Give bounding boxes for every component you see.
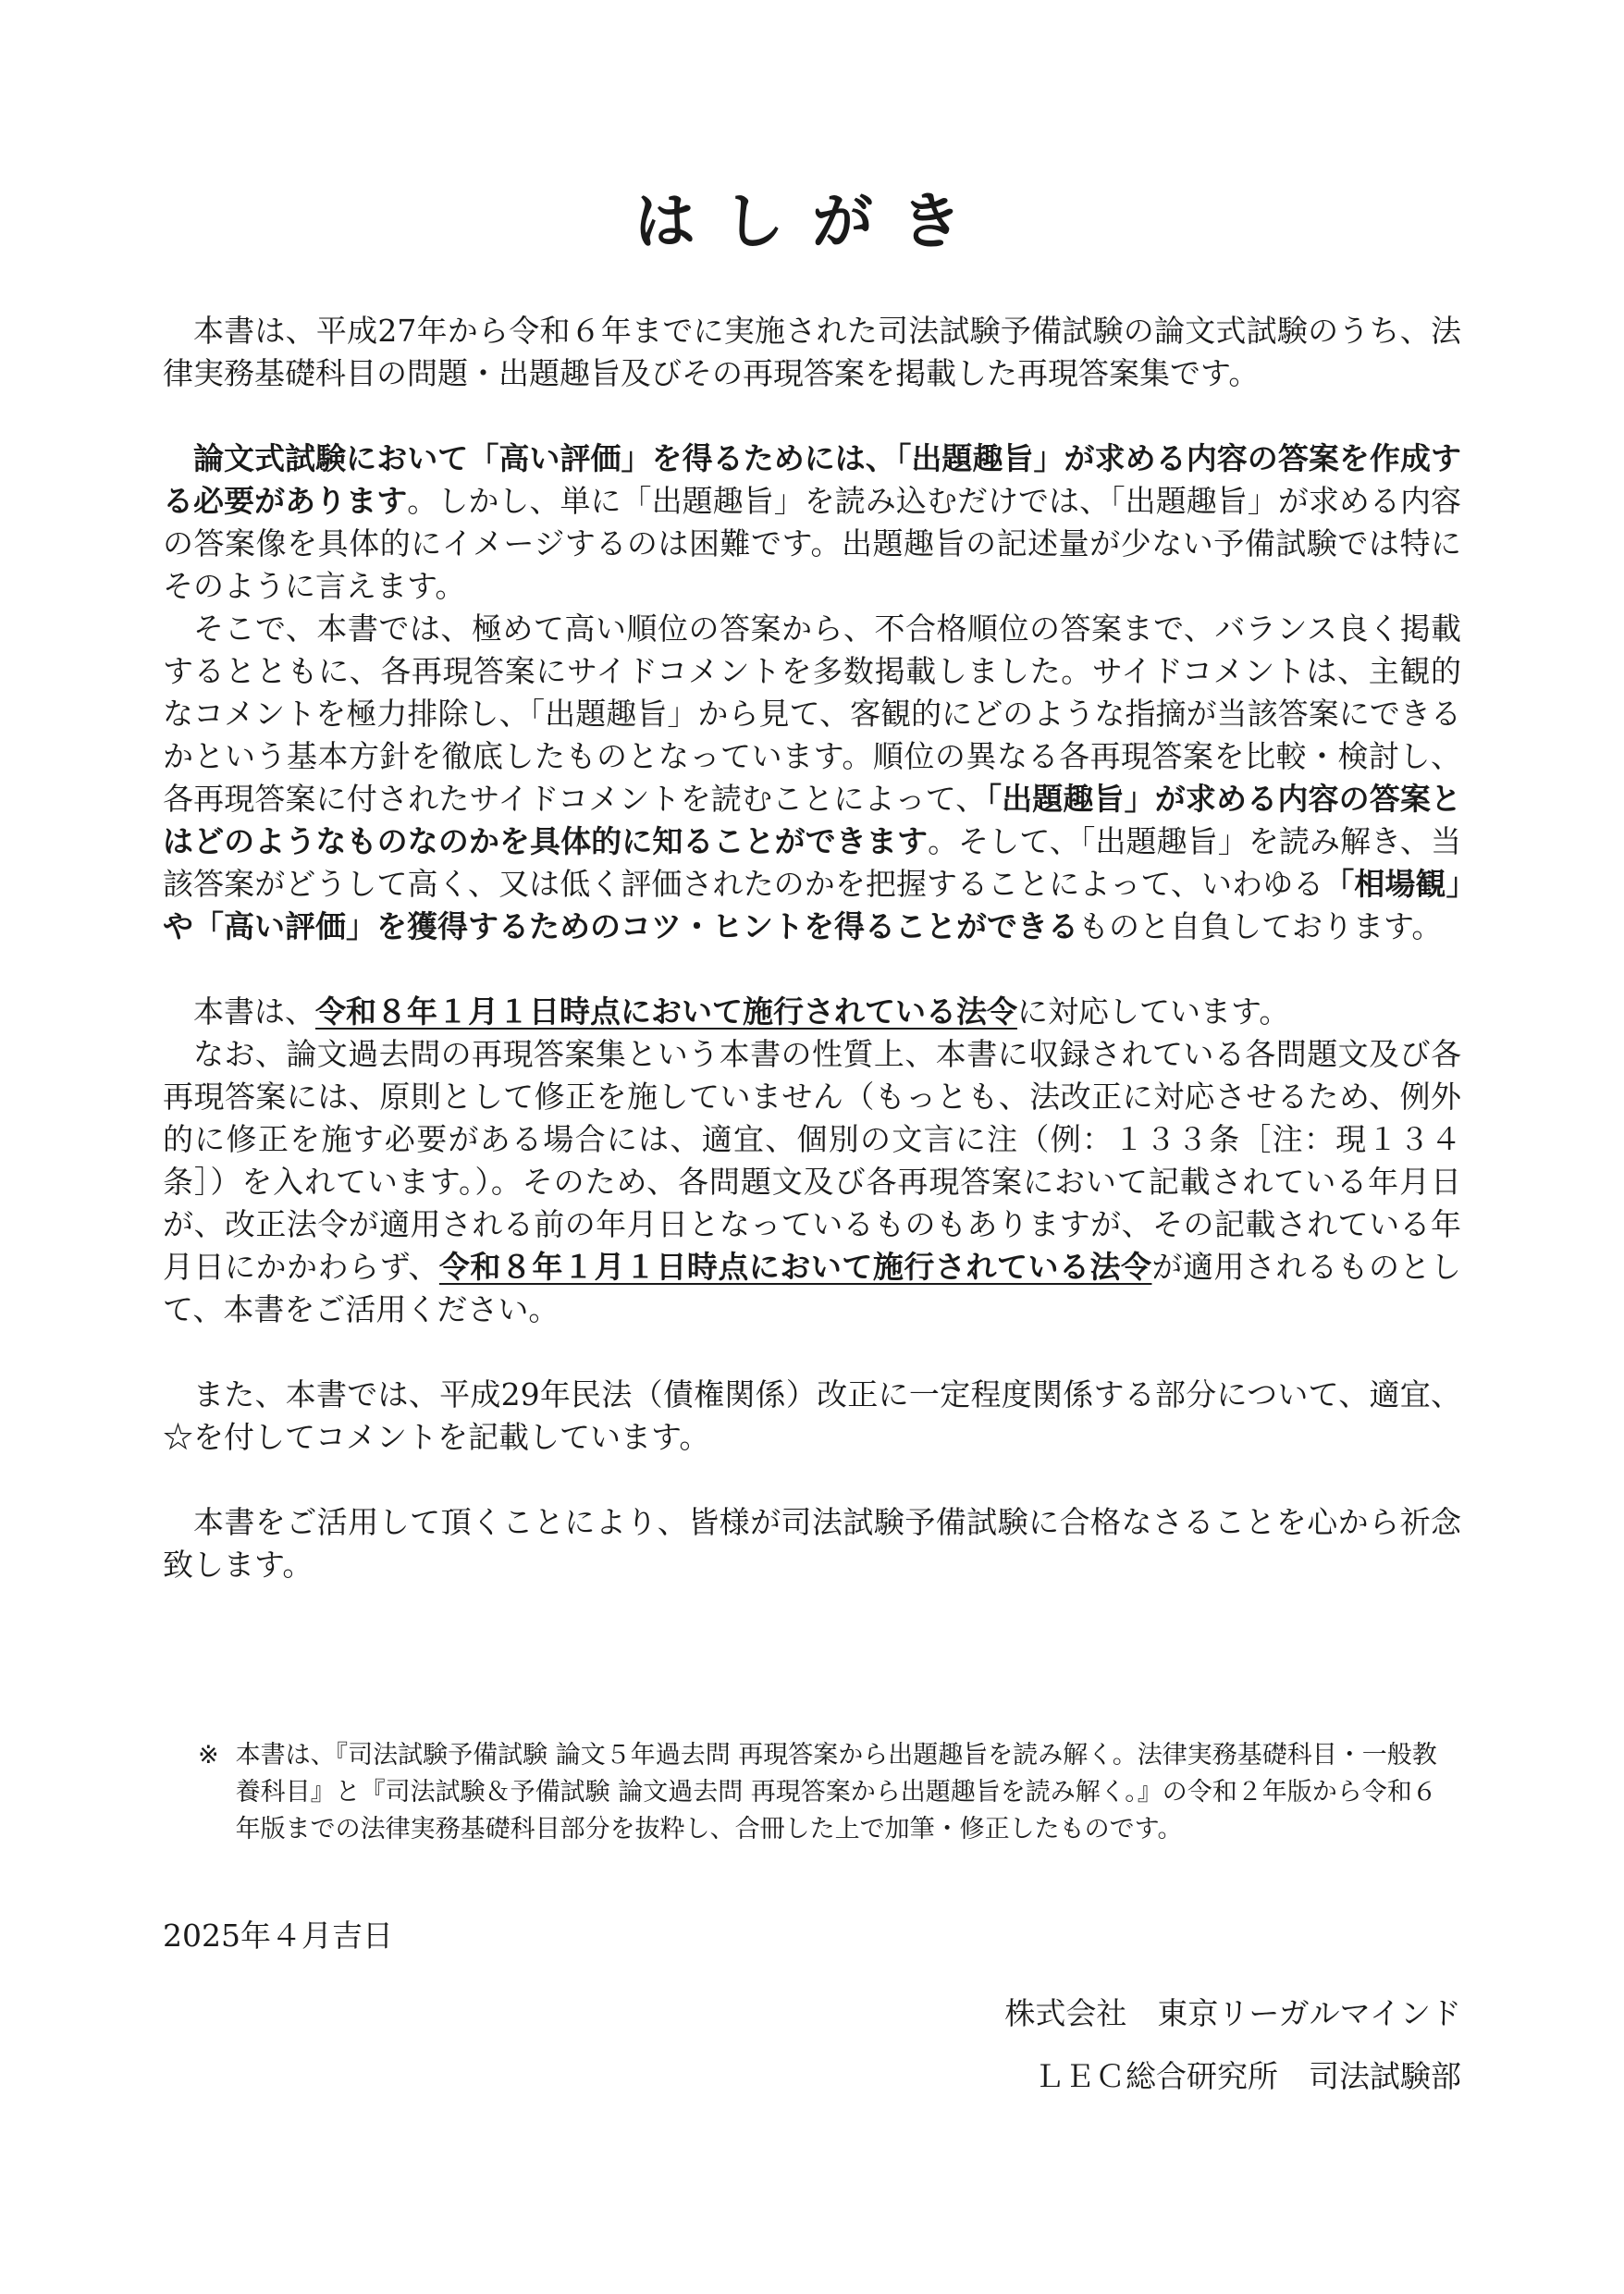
text-run: ものと自負しております。: [1078, 908, 1443, 944]
text-run: が適用されるものとして、本書をご活用ください。: [163, 1249, 1461, 1327]
text-run: 本書は、: [193, 993, 315, 1030]
footnote: [198, 1737, 1456, 1848]
text-run: そこで、本書では、極めて高い順位の答案から、不合格順位の答案まで、バランス良く掲載するとともに、各再現答案にサイドコメントを多数掲載しました。サイドコメントは、主観的なコメントを極力排除し、「出題趣旨」から見て、客観的にどのような指摘が当該答案にできるかという基本方針を徹底したものとなっています。順位の異なる各再現答案を比較・検討し、各再現答案に付されたサイドコメントを読むことによって、: [163, 610, 1461, 817]
text-run: 。しかし、単に「出題趣旨」を読み込むだけでは、「出題趣旨」が求める内容の答案像を具体的にイメージするのは困難です。出題趣旨の記述量が少ない予備試験では特にそのように言えます。: [163, 483, 1462, 604]
page-title: はしがき: [634, 186, 990, 257]
signature-department: ＬＥＣ総合研究所 司法試験部: [1034, 2058, 1461, 2094]
paragraph-closing-wish: 本書をご活用して頂くことにより、皆様が司法試験予備試験に合格なさることを心から祈念致します。: [163, 1504, 1461, 1583]
paragraph-gap: [163, 948, 1461, 991]
text-run: 。そして、「出題趣旨」を読み解き、当該答案がどうして高く、又は低く評価されたのかを把握することによって、いわゆる: [163, 823, 1462, 902]
underlined-emphasis: 令和８年１月１日時点において施行されている法令: [315, 993, 1017, 1030]
paragraph-intro: 本書は、平成27年から令和６年までに実施された司法試験予備試験の論文式試験のうち、法律実務基礎科目の問題・出題趣旨及びその再現答案を掲載した再現答案集です。: [163, 313, 1461, 391]
text-run: なお、論文過去問の再現答案集という本書の性質上、本書に収録されている各問題文及び各再現答案には、原則として修正を施していません（もっとも、法改正に対応させるため、例外的に修正を施す必要がある場合には、適宜、個別の文言に注（例：１３３条［注：現１３４条］）を入れています。）。そのため、各問題文及び各再現答案において記載されている年月日が、改正法令が適用される前の年月日となっているものもありますが、その記載されている年月日にかかわらず、: [163, 1036, 1461, 1285]
paragraph-side-comments: [163, 608, 1461, 948]
paragraph-law-reference-date: [163, 991, 1461, 1033]
paragraph-gap: [163, 395, 1461, 438]
signature-company: 株式会社 東京リーガルマインド: [1004, 1995, 1461, 2031]
preface-body: [163, 310, 1461, 1586]
paragraph-high-evaluation: [163, 438, 1461, 608]
text-run: に対応しています。: [1017, 993, 1290, 1030]
underlined-emphasis: 令和８年１月１日時点において施行されている法令: [438, 1249, 1152, 1285]
bold-emphasis: 「出題趣旨」が求める内容の答案とはどのようなものなのかを具体的に知ることができます: [163, 781, 1462, 859]
bold-emphasis: 論文式試験において「高い評価」を得るためには、「出題趣旨」が求める内容の答案を作成する必要があります: [163, 440, 1461, 519]
note-mark: ※: [198, 1741, 219, 1770]
publication-date: 2025年４月吉日: [163, 1918, 393, 1954]
bold-emphasis: 「相場観」や「高い評価」を獲得するためのコツ・ヒントを得ることができる: [163, 866, 1462, 944]
preface-page: [163, 0, 1461, 2294]
paragraph-civil-code-revision: また、本書では、平成29年民法（債権関係）改正に一定程度関係する部分について、適宜、☆を付してコメントを記載しています。: [163, 1376, 1461, 1455]
paragraph-gap: [163, 1459, 1461, 1501]
paragraph-gap: [163, 1331, 1461, 1374]
paragraph-revision-policy: [163, 1033, 1461, 1331]
note-text: 本書は、『司法試験予備試験 論文５年過去問 再現答案から出題趣旨を読み解く。法律実務基礎科目・一般教養科目』と『司法試験＆予備試験 論文過去問 再現答案から出題趣旨を読み解く。』の令和２年版から令和６年版までの法律実務基礎科目部分を抜粋し、合冊した上で加筆・修正したものです。: [235, 1741, 1437, 1844]
